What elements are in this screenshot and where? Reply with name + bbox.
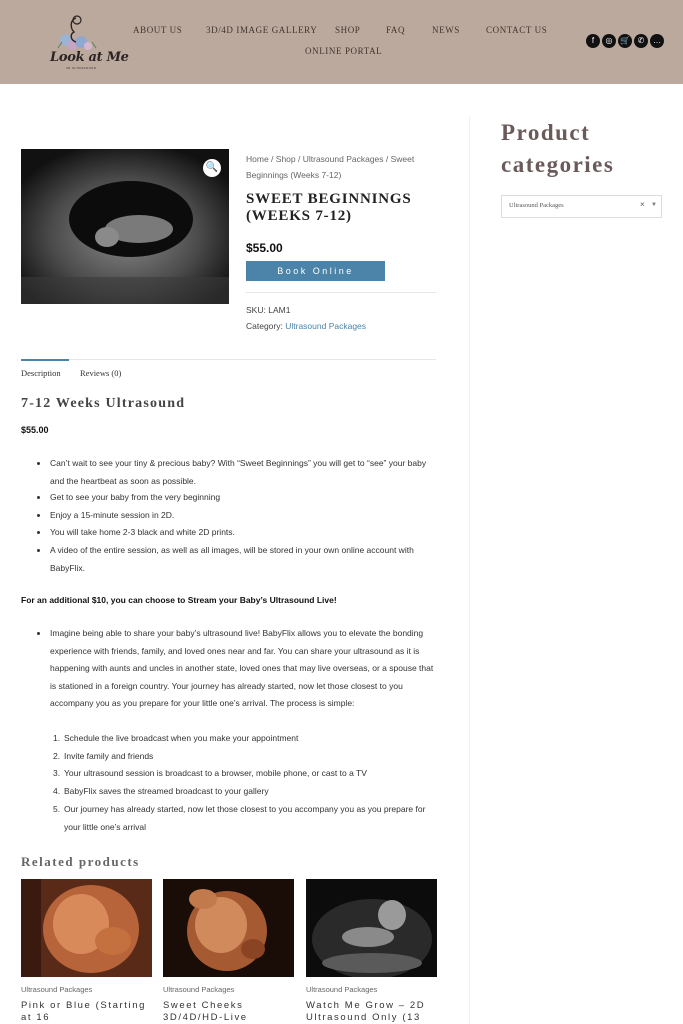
ordered-list-item — [53, 765, 440, 783]
step-number: 2. — [53, 751, 61, 761]
book-online-button[interactable]: Book Online — [246, 261, 385, 281]
step-number: 5. — [53, 804, 61, 814]
sku-value: LAM1 — [268, 305, 291, 315]
product-title: SWEET BEGINNINGS (WEEKS 7-12) — [246, 191, 412, 224]
description-heading: 7-12 Weeks Ultrasound — [21, 396, 186, 411]
nav-online-portal[interactable]: ONLINE PORTAL — [305, 46, 383, 56]
facebook-icon[interactable]: f — [586, 34, 600, 48]
related-product-image[interactable] — [163, 879, 294, 977]
instagram-icon[interactable]: ◎ — [602, 34, 616, 48]
related-product-category[interactable]: Ultrasound Packages — [21, 985, 93, 994]
list-item-text: You will take home 2-3 black and white 2D prints. — [50, 527, 235, 537]
nav-about-us[interactable]: ABOUT US — [133, 25, 183, 35]
bullet-icon — [37, 514, 40, 517]
ordered-list-item — [53, 801, 440, 836]
ordered-list-item — [53, 783, 440, 801]
product-sku — [246, 305, 290, 315]
description-price: $55.00 — [21, 425, 49, 435]
category-label: Category: — [246, 321, 283, 331]
logo-text: Look at Me — [50, 50, 129, 65]
product-image[interactable] — [21, 149, 229, 304]
bullet-icon — [37, 632, 40, 635]
list-item — [50, 455, 440, 490]
sidebar-title: Product categories — [501, 120, 615, 177]
divider — [246, 292, 436, 293]
list-item-text: Imagine being able to share your baby’s ultrasound live! BabyFlix allows you to elevate the bonding experience with friends, family, and loved ones near and far. You can share your ultrasound as it is happening with aunts and uncles in another state, loved ones that may live overseas, or a spouse that is stationed in a foreign country. Your journey has already started, now let those closest to you accompany you as you prepare for your little one’s arrival. The process is simple: — [50, 628, 434, 709]
related-products-heading: Related products — [21, 854, 140, 869]
list-item — [50, 507, 440, 525]
nav-contact-us[interactable]: CONTACT US — [486, 25, 548, 35]
breadcrumb-category[interactable]: Ultrasound Packages — [302, 154, 384, 164]
tab-description[interactable]: Description — [21, 368, 61, 378]
step-text: Our journey has already started, now let those closest to you accompany you as you prepare for your little one’s arrival — [64, 804, 426, 832]
active-tab-indicator — [21, 359, 69, 361]
logo-subtitle: 3D ULTRASOUND — [66, 66, 97, 70]
related-product-name[interactable]: Pink or Blue (Starting at 16 — [21, 1000, 146, 1023]
nav-image-gallery[interactable]: 3D/4D IMAGE GALLERY — [206, 25, 318, 35]
category-link[interactable]: Ultrasound Packages — [285, 321, 367, 331]
tab-reviews[interactable]: Reviews (0) — [80, 368, 122, 378]
breadcrumb — [246, 151, 436, 183]
breadcrumb-shop[interactable]: Shop — [275, 154, 296, 164]
step-text: Your ultrasound session is broadcast to a browser, mobile phone, or cast to a TV — [64, 768, 367, 778]
breadcrumb-home[interactable]: Home — [246, 154, 269, 164]
zoom-icon[interactable]: 🔍 — [203, 159, 221, 177]
related-product-image[interactable] — [306, 879, 437, 977]
product-category — [246, 321, 366, 331]
related-product-name[interactable]: Sweet Cheeks 3D/4D/HD-Live — [163, 1000, 248, 1023]
step-number: 1. — [53, 733, 61, 743]
chat-icon[interactable]: … — [650, 34, 664, 48]
step-text: Invite family and friends — [64, 751, 154, 761]
breadcrumb-separator: / — [383, 154, 391, 164]
breadcrumb-current: Sweet Beginnings (Weeks 7-12) — [246, 154, 415, 180]
related-product-category[interactable]: Ultrasound Packages — [163, 985, 235, 994]
stream-heading: For an additional $10, you can choose to Stream your Baby’s Ultrasound Live! — [21, 595, 337, 605]
sku-label: SKU: — [246, 305, 266, 315]
cart-icon[interactable]: 🛒 — [618, 34, 632, 48]
baby-3d-face-image — [163, 879, 294, 977]
ultrasound-2d-image — [306, 879, 437, 977]
bullet-icon — [37, 549, 40, 552]
step-number: 4. — [53, 786, 61, 796]
list-item-text: A video of the entire session, as well as all images, will be stored in your own online account with BabyFlix. — [50, 545, 414, 573]
list-item-text: Can’t wait to see your tiny & precious baby? With “Sweet Beginnings” you will get to “see” your baby and the heartbeat as soon as possible. — [50, 458, 427, 486]
breadcrumb-separator: / — [295, 154, 303, 164]
list-item — [50, 625, 440, 713]
nav-faq[interactable]: FAQ — [386, 25, 406, 35]
site-header — [0, 0, 683, 84]
ultrasound-scan-image — [21, 149, 229, 304]
related-product-image[interactable] — [21, 879, 152, 977]
site-logo[interactable] — [46, 12, 129, 72]
ordered-list-item — [53, 748, 440, 766]
ordered-list-item — [53, 730, 440, 748]
list-item — [50, 542, 440, 577]
breadcrumb-separator: / — [268, 154, 276, 164]
list-item-text: Get to see your baby from the very beginning — [50, 492, 221, 502]
product-category-select[interactable] — [501, 195, 662, 218]
nav-shop[interactable]: SHOP — [335, 25, 361, 35]
bullet-icon — [37, 531, 40, 534]
nav-news[interactable]: NEWS — [432, 25, 460, 35]
bullet-icon — [37, 462, 40, 465]
sidebar-divider — [469, 117, 470, 1024]
bullet-icon — [37, 496, 40, 499]
phone-icon[interactable]: ✆ — [634, 34, 648, 48]
list-item — [50, 489, 440, 507]
select-value: Ultrasound Packages — [509, 202, 564, 209]
step-text: Schedule the live broadcast when you make your appointment — [64, 733, 299, 743]
related-product-category[interactable]: Ultrasound Packages — [306, 985, 378, 994]
list-item — [50, 524, 440, 542]
list-item-text: Enjoy a 15-minute session in 2D. — [50, 510, 175, 520]
product-price: $55.00 — [246, 241, 283, 255]
step-text: BabyFlix saves the streamed broadcast to your gallery — [64, 786, 269, 796]
logo-flower-icon — [46, 12, 110, 54]
related-product-name[interactable]: Watch Me Grow – 2D Ultrasound Only (13 — [306, 1000, 426, 1023]
tabs-divider — [21, 359, 436, 360]
clear-icon[interactable]: × — [640, 200, 645, 209]
chevron-down-icon: ▼ — [651, 202, 657, 208]
baby-3d-image — [21, 879, 152, 977]
step-number: 3. — [53, 768, 61, 778]
